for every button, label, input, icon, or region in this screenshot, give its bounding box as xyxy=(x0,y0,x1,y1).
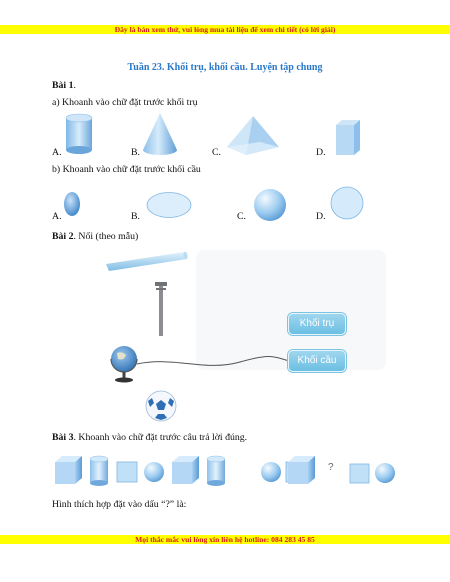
oval-shape xyxy=(63,191,81,217)
exercise-2-label: Bài 2 xyxy=(52,231,74,242)
cube-2 xyxy=(172,456,199,484)
option-b-label[interactable]: B. xyxy=(131,147,140,158)
option-a-label-b[interactable]: A. xyxy=(52,211,62,222)
page-title: Tuần 23. Khối trụ, khối cầu. Luyện tập chung xyxy=(127,62,323,73)
label-khoi-cau[interactable]: Khối cầu xyxy=(288,350,346,372)
cone-shape xyxy=(140,112,180,158)
pyramid-shape xyxy=(224,115,282,159)
cylinder-1 xyxy=(90,456,108,486)
connection-line xyxy=(135,350,295,380)
cylinder-2 xyxy=(207,456,225,486)
option-b-label-b[interactable]: B. xyxy=(131,211,140,222)
exercise-1-label: Bài 1 xyxy=(52,80,74,91)
exercise-3-text: . Khoanh vào chữ đặt trước câu trả lời đúng. xyxy=(73,432,248,443)
cube-3 xyxy=(288,456,315,484)
option-d-label-b[interactable]: D. xyxy=(316,211,326,222)
ball-object xyxy=(144,389,178,423)
exercise-1-heading xyxy=(52,80,76,91)
sphere-3 xyxy=(375,463,395,483)
circle-shape xyxy=(329,185,365,221)
cube-1 xyxy=(55,456,82,484)
square-1 xyxy=(117,462,137,482)
exercise-1-dot: . xyxy=(73,80,76,91)
question-mark: ? xyxy=(328,462,334,473)
label-khoi-tru[interactable]: Khối trụ xyxy=(288,313,346,335)
sphere-1 xyxy=(144,462,164,482)
exercise-3-heading xyxy=(52,432,247,443)
tube-object xyxy=(102,250,190,274)
pattern-sequence xyxy=(52,453,402,489)
hotline-footer: Mọi thắc mắc vui lòng xin liên hệ hotline: 084 283 45 85 xyxy=(0,535,450,544)
exercise-1b-prompt: b) Khoanh vào chữ đặt trước khối cầu xyxy=(52,164,201,175)
cuboid-shape xyxy=(333,119,363,157)
exercise-3-label: Bài 3 xyxy=(52,432,74,443)
preview-banner: Đây là bản xem thử, vui lòng mua tài liệu để xem chi tiết (có lời giải) xyxy=(0,25,450,34)
sphere-2 xyxy=(261,462,281,482)
option-d-label[interactable]: D. xyxy=(316,147,326,158)
sphere-shape xyxy=(252,187,288,223)
option-c-label-b[interactable]: C. xyxy=(237,211,246,222)
exercise-3-question: Hình thích hợp đặt vào dấu “?” là: xyxy=(52,499,187,510)
exercise-2-text: . Nối (theo mẫu) xyxy=(73,231,139,242)
option-a-label[interactable]: A. xyxy=(52,147,62,158)
square-3 xyxy=(350,464,369,483)
rod-object xyxy=(150,280,172,340)
cylinder-shape xyxy=(64,113,96,157)
flat-ellipse-shape xyxy=(146,191,192,219)
exercise-2-heading xyxy=(52,231,138,242)
exercise-1a-prompt: a) Khoanh vào chữ đặt trước khối trụ xyxy=(52,97,198,108)
option-c-label[interactable]: C. xyxy=(212,147,221,158)
